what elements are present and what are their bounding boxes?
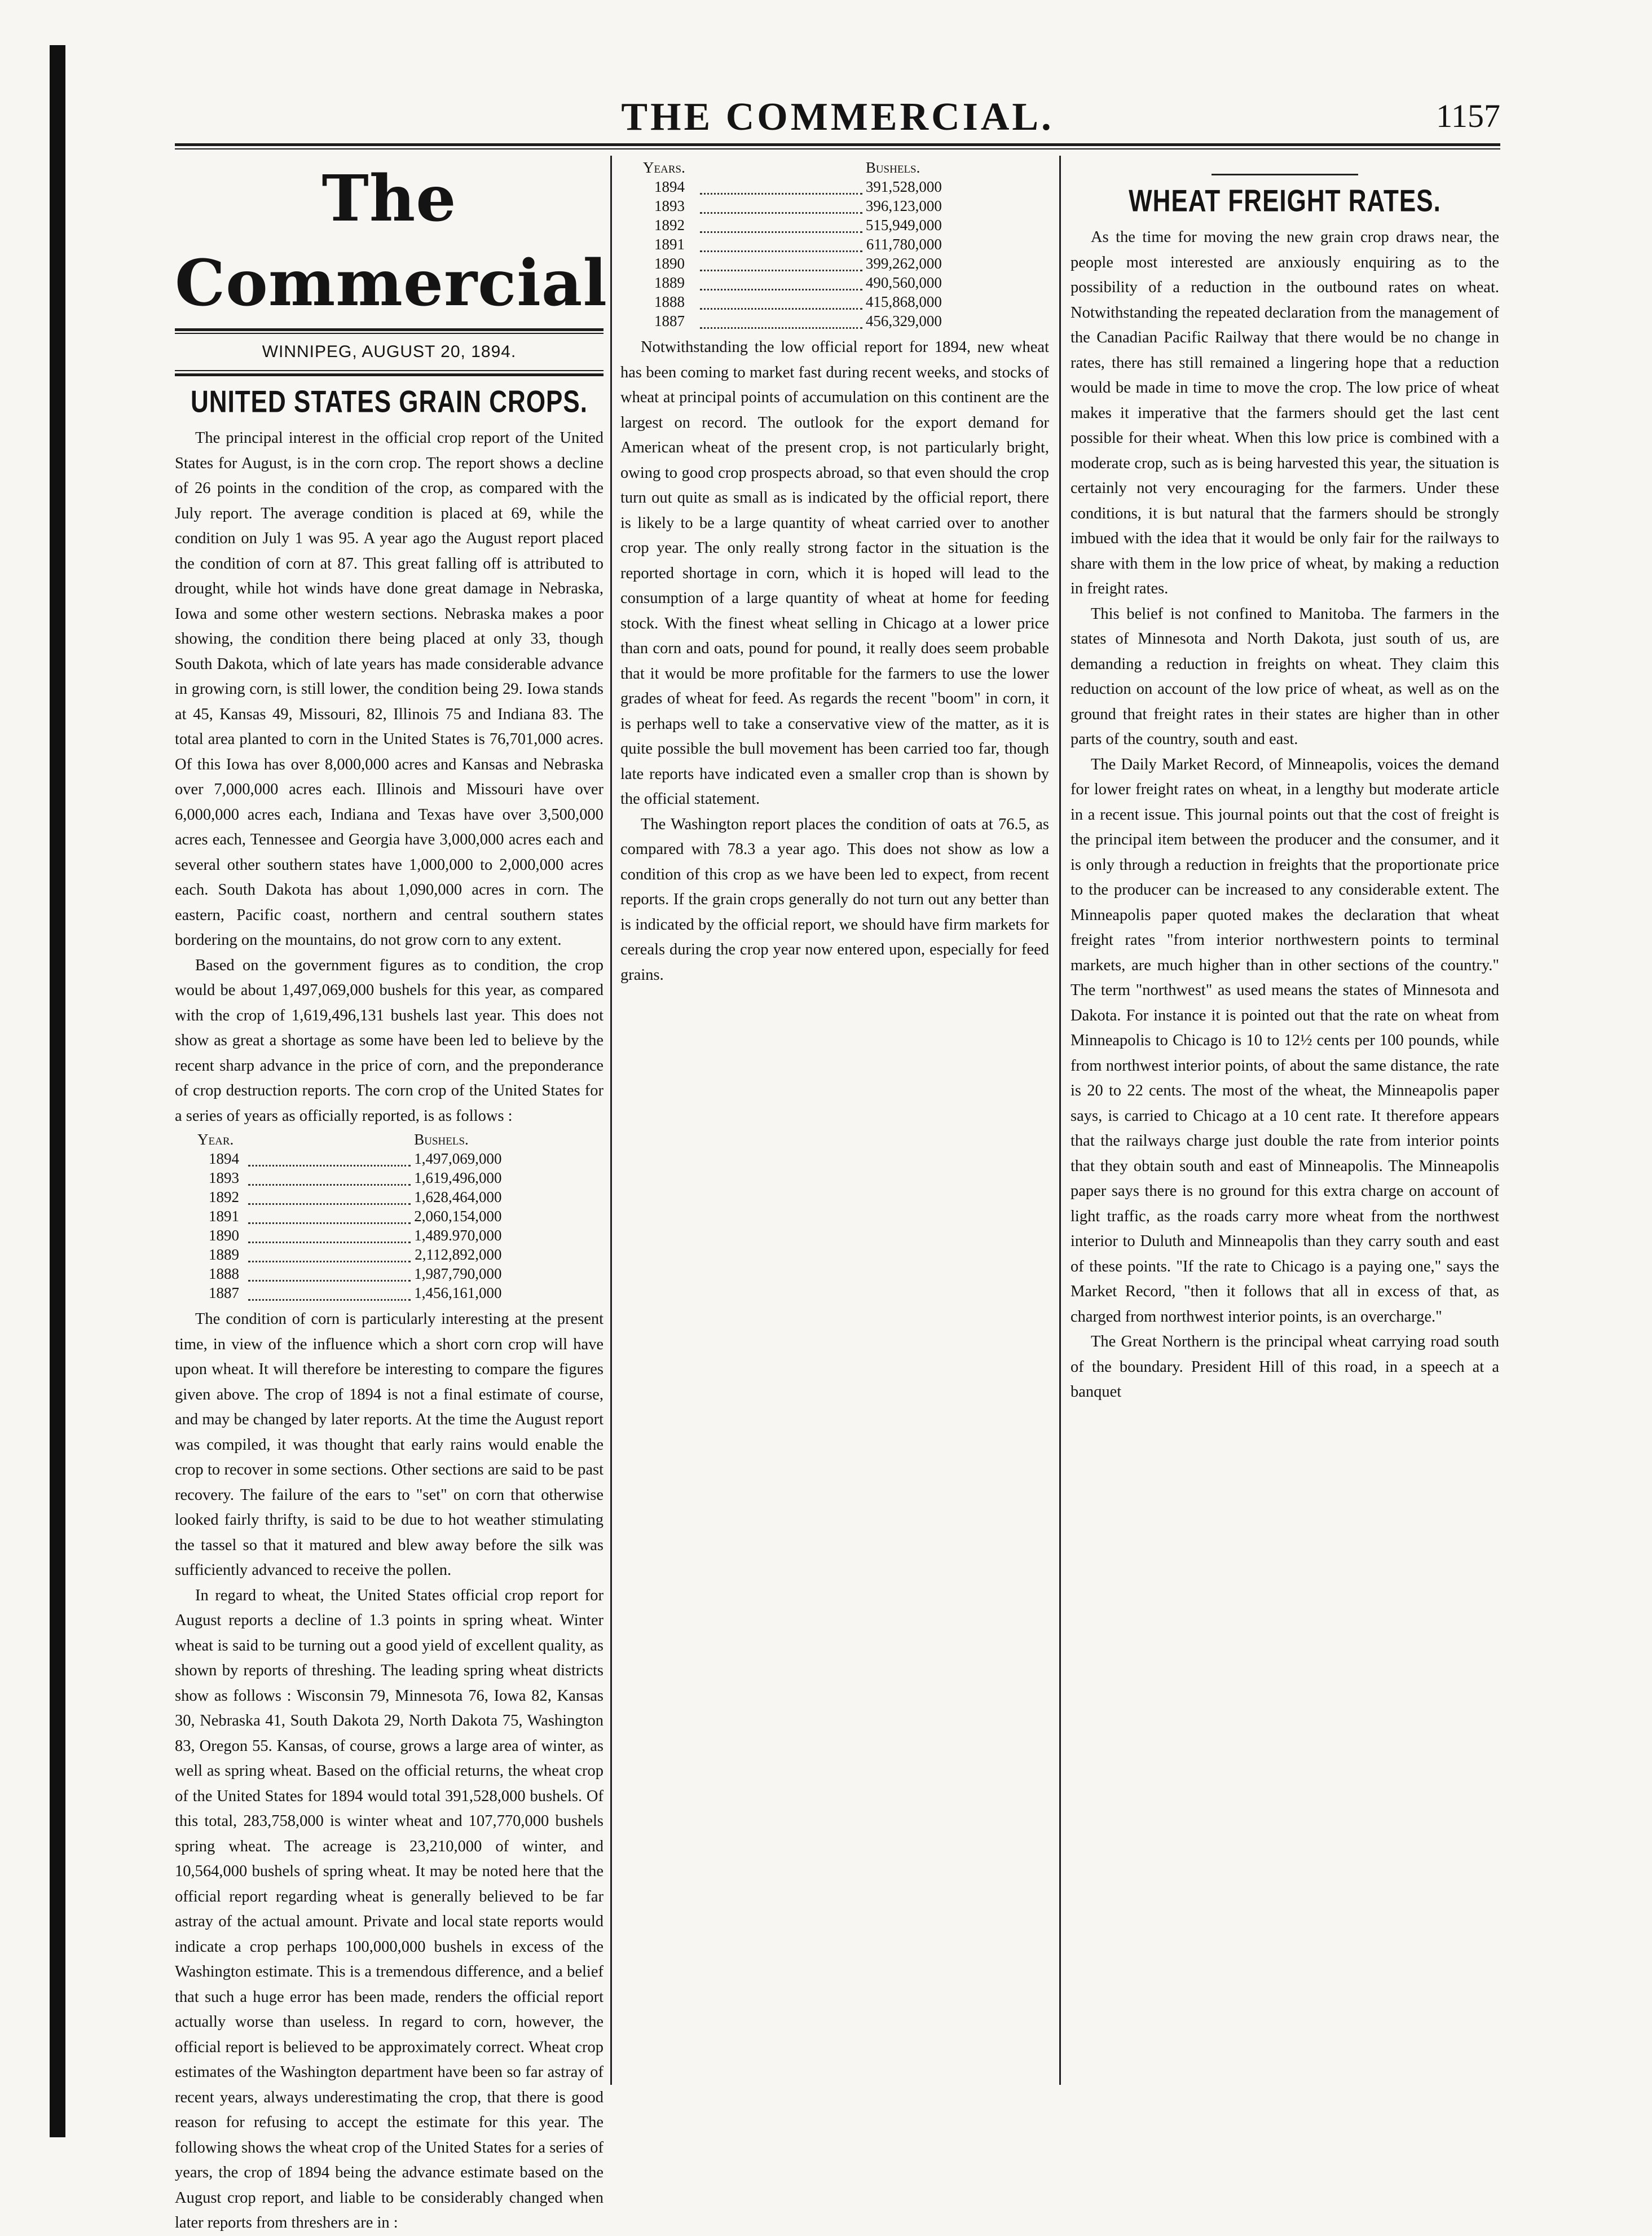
wheat-crop-table xyxy=(643,158,942,331)
table-row: 1888 415,868,000 xyxy=(654,293,942,310)
masthead-title: The Commercial xyxy=(175,162,607,320)
table-row: 1892 1,628,464,000 xyxy=(209,1189,502,1205)
paragraph: The condition of corn is particularly interesting at the present time, in view of the influence which a short corn crop will have upon wheat. It will therefore be interesting to compare the figures given above. The crop of 1894 is not a final estimate of course, and may be changed by later reports. At the time the August report was compiled, it was thought that early rains would enable the crop to recover in some sections. Other sections are said to be past recovery. The failure of the ears to "set" on corn that otherwise looked fairly thrifty, is said to be due to hot weather stimulating the tassel so that it matured and blew away before the silk was sufficiently advanced to receive the pollen. xyxy=(175,1310,603,1579)
page-number: 1157 xyxy=(1436,98,1500,134)
table-row: 1890 399,262,000 xyxy=(654,255,942,272)
table-row: 1891 2,060,154,000 xyxy=(209,1208,502,1225)
header-rule-thin xyxy=(175,148,1500,149)
table-row: 1887 1,456,161,000 xyxy=(209,1284,502,1301)
paragraph: This belief is not confined to Manitoba. The farmers in the states of Minnesota and North Dakota, just south of us, are demanding a reduction in freights on wheat. They claim this reduction on account of the low price of wheat, as well as on the ground that freight rates in their states are higher than in other parts of the country, south and east. xyxy=(1071,605,1499,748)
table-row: 1889 490,560,000 xyxy=(654,274,942,291)
table-row: 1892 515,949,000 xyxy=(654,217,942,234)
headline-grain-crops: UNITED STATES GRAIN CROPS. xyxy=(191,384,588,419)
dateline: WINNIPEG, AUGUST 20, 1894. xyxy=(262,342,517,361)
table-row: 1893 1,619,496,000 xyxy=(209,1169,502,1186)
header-rule xyxy=(175,143,1500,146)
table-header-bushels: Bushels. xyxy=(414,1131,469,1148)
paragraph: The Daily Market Record, of Minneapolis, voices the demand for lower freight rates on wheat, in a lengthy but moderate article in a recent issue. This journal points out that the cost of freight is the principal item between the producer and the consumer, and it is only through a reduction in freights that the proportionate price to the producer can be increased to any considerable extent. The Minneapolis paper quoted makes the declaration that wheat freight rates "from interior northwestern points to terminal markets, are much higher than in other sections of the country." The term "northwest" as used means the states of Minnesota and Dakota. For instance it is pointed out that the rate on wheat from Minneapolis to Chicago is 10 to 12½ cents per 100 pounds, while from northwest interior points, of about the same distance, the rate is 20 to 22 cents. The most of the wheat, the Minneapolis paper says, is carried to Chicago at a 10 cent rate. It therefore appears that the railways charge just double the rate from interior points that they obtain south and east of Minneapolis. The Minneapolis paper says there is no ground for this extra charge on account of light traffic, as the roads carry more wheat from the northwest interior to Duluth and Minneapolis than they carry south and east of these points. "If the rate to Chicago is a paying one," says the Market Record, "then it follows that all in excess of that, as charged from northwest interior points, is an overcharge." xyxy=(1071,755,1499,1326)
table-row: 1894 1,497,069,000 xyxy=(209,1150,502,1167)
table-row: 1893 396,123,000 xyxy=(654,197,942,214)
paragraph: The Great Northern is the principal wheat carrying road south of the boundary. President Hill of this road, in a speech at a banquet xyxy=(1071,1333,1499,1401)
column-rule-2 xyxy=(1059,156,1061,2085)
dateline-rule-thick xyxy=(175,373,603,376)
table-row: 1891 611,780,000 xyxy=(654,236,942,253)
corn-crop-table xyxy=(197,1130,502,1302)
paragraph: The Washington report places the condition of oats at 76.5, as compared with 78.3 a year ago. This does not show as low a condition of this crop as we have been led to expect, from recent reports. If the grain crops generally do not turn out any better than is indicated by the official report, we should have firm markets for cereals during the crop year now entered upon, especially for feed grains. xyxy=(620,815,1049,984)
table-row: 1890 1,489.970,000 xyxy=(209,1227,502,1244)
table-header-bushels: Bushels. xyxy=(865,159,920,176)
paragraph: In regard to wheat, the United States official crop report for August reports a decline of 1.3 points in spring wheat. Winter wheat is said to be turning out a good yield of excellent quality, as shown by reports of threshing. The leading spring wheat districts show as follows : Wisconsin 79, Minnesota 76, Iowa 82, Kansas 30, Nebraska 41, South Dakota 29, North Dakota 75, Washington 83, Oregon 55. Kansas, of course, grows a large area of winter, as well as spring wheat. Based on the official returns, the wheat crop of the United States for 1894 would total 391,528,000 bushels. Of this total, 283,758,000 is winter wheat and 107,770,000 bushels spring wheat. The acreage is 23,210,000 of winter, and 10,564,000 bushels of spring wheat. It may be noted here that the official report regarding wheat is generally believed to be far astray of the actual amount. Private and local state reports would indicate a crop perhaps 100,000,000 bushels in excess of the Washington estimate. This is a tremendous difference, and a belief that such a huge error has been made, renders the official report actually worse than useless. In regard to corn, however, the official report is believed to be approximately correct. Wheat crop estimates of the Washington department have been so far astray of recent years, always underestimating the crop, that there is good reason for refusing to accept the estimate for this year. The following shows the wheat crop of the United States for a series of years, the crop of 1894 being the advance estimate based on the August crop report, and liable to be considerably changed when later reports from threshers are in : xyxy=(175,1586,603,2231)
paragraph: Notwithstanding the low official report for 1894, new wheat has been coming to market fast during recent weeks, and stocks of wheat at principal points of accumulation on this continent are the largest on record. The outlook for the export demand for American wheat of the present crop, is not particularly bright, owing to good crop prospects abroad, so that even should the crop turn out quite as small as is indicated by the official report, there is likely to be a large quantity of wheat carried over to another crop year. The only really strong factor in the situation is the reported shortage in corn, which it is hoped will lead to the consumption of a large quantity of wheat at home for feeding stock. With the finest wheat selling in Chicago at a lower price than corn and oats, pound for pound, it really does seem probable that it would be more profitable for the farmers to use the lower grades of wheat for feed. As regards the recent "boom" in corn, it is perhaps well to take a conservative view of the matter, as it is quite possible the bull movement has been carried too far, though late reports have indicated even a smaller crop than is shown by the official statement. xyxy=(620,338,1049,808)
article-divider xyxy=(1212,174,1358,175)
table-header-years: Years. xyxy=(643,159,685,176)
column-3 xyxy=(1071,157,1499,2086)
column-2 xyxy=(620,157,1049,2086)
table-header-year: Year. xyxy=(197,1131,234,1148)
column-rule-1 xyxy=(610,156,612,2085)
binding-edge xyxy=(50,45,65,2137)
running-head xyxy=(175,95,1500,151)
headline-freight-rates: WHEAT FREIGHT RATES. xyxy=(1129,183,1441,218)
table-row: 1888 1,987,790,000 xyxy=(209,1265,502,1282)
dateline-rule xyxy=(175,370,603,371)
paragraph: Based on the government figures as to condition, the crop would be about 1,497,069,000 bushels for this year, as compared with the crop of 1,619,496,131 bushels last year. This does not show as great a shortage as some have been led to believe by the recent sharp advance in the price of corn, and the preponderance of crop destruction reports. The corn crop of the United States for a series of years as officially reported, is as follows : xyxy=(175,956,603,1125)
column-1 xyxy=(175,157,607,2231)
masthead-rule xyxy=(175,328,603,331)
running-title: THE COMMERCIAL. xyxy=(621,95,1054,139)
paragraph: The principal interest in the official crop report of the United States for August, is in the corn crop. The report shows a decline of 26 points in the condition of the crop, as compared with the July report. The average condition is placed at 69, while the condition on July 1 was 95. A year ago the August report placed the condition of corn at 87. This great falling off is attributed to drought, while hot winds have done great damage in Nebraska, Iowa and some other western sections. Nebraska makes a poor showing, the condition there being placed at only 33, though South Dakota, which of late years has made considerable advance in growing corn, is still lower, the condition being 29. Iowa stands at 45, Kansas 49, Missouri, 82, Illinois 75 and Indiana 83. The total area planted to corn in the United States is 76,701,000 acres. Of this Iowa has over 8,000,000 acres and Kansas and Nebraska over 7,000,000 acres each. Illinois and Missouri have over 6,000,000 acres each, Indiana and Texas have over 3,500,000 acres each, Tennessee and Georgia have 3,000,000 acres each and several other southern states have 1,000,000 to 2,000,000 acres each. South Dakota has about 1,090,000 acres in corn. The eastern, Pacific coast, northern and central southern states bordering on the mountains, do not grow corn to any extent. xyxy=(175,429,603,949)
table-row: 1889 2,112,892,000 xyxy=(209,1246,502,1263)
table-row: 1894 391,528,000 xyxy=(654,178,942,195)
table-row: 1887 456,329,000 xyxy=(654,312,942,329)
paragraph: As the time for moving the new grain crop draws near, the people most interested are anxiously enquiring as to the possibility of a reduction in the outbound rates on wheat. Notwithstanding the repeated declaration from the management of the Canadian Pacific Railway that there would be no change in rates, there has still remained a lingering hope that a reduction would be made in time to move the crop. The low price of wheat makes it imperative that the farmers should get the last cent possible for their wheat. When this low price is combined with a moderate crop, such as is being harvested this year, the situation is certainly not very encouraging for the farmers. Under these conditions, it is but natural that the farmers should be strongly imbued with the idea that it would be only fair for the railways to share with them in the low price of wheat, by making a reduction in freight rates. xyxy=(1071,228,1499,597)
